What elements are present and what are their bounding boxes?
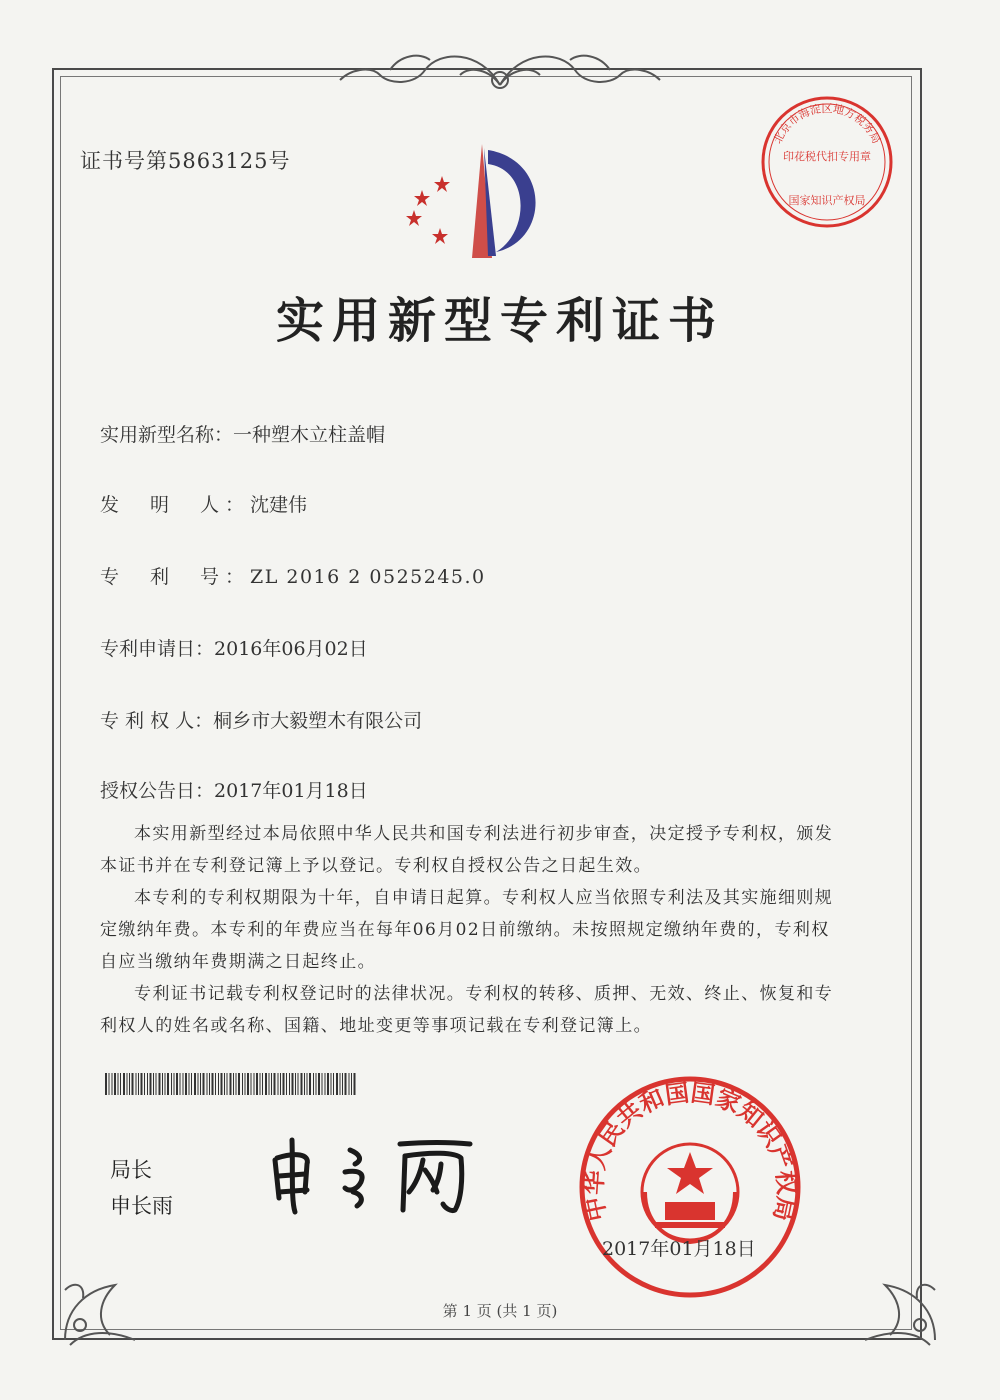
barcode-bar <box>265 1073 267 1095</box>
barcode-bar <box>342 1073 343 1095</box>
page-number: 第 1 页 (共 1 页) <box>442 1302 558 1320</box>
barcode-bar <box>313 1073 314 1095</box>
barcode-bar <box>127 1073 128 1095</box>
barcode-bar <box>114 1073 116 1095</box>
director-name: 申长雨 <box>110 1194 173 1218</box>
barcode-bar <box>269 1073 270 1095</box>
barcode-bar <box>221 1073 223 1095</box>
field-label: 专 利 权 人： <box>100 710 214 732</box>
barcode-bar <box>159 1073 161 1095</box>
barcode-bar <box>212 1073 214 1095</box>
barcode-bar <box>138 1073 139 1095</box>
barcode-bar <box>156 1073 157 1095</box>
barcode-bar <box>247 1073 249 1095</box>
barcode-bar <box>242 1073 243 1095</box>
barcode-bar <box>120 1073 121 1095</box>
barcode-bar <box>198 1073 199 1095</box>
barcode-bar <box>322 1073 323 1095</box>
barcode-bar <box>327 1073 329 1095</box>
barcode-bar <box>180 1073 181 1095</box>
barcode-bar <box>318 1073 320 1095</box>
barcode-bar <box>278 1073 279 1095</box>
barcode-bar <box>129 1073 130 1095</box>
director-block <box>110 1152 173 1224</box>
barcode-bar <box>325 1073 326 1095</box>
barcode-bar <box>183 1073 184 1095</box>
barcode-bar <box>304 1073 305 1095</box>
barcode-bar <box>336 1073 338 1095</box>
seal-text: 中华人民共和国国家知识产权局 <box>579 1078 801 1224</box>
barcode-bar <box>150 1073 152 1095</box>
body-paragraph: 专利证书记载专利权登记时的法律状况。专利权的转移、质押、无效、终止、恢复和专利权人的姓名或名称、国籍、地址变更等事项记载在专利登记簿上。 <box>100 984 834 1036</box>
barcode-bar <box>256 1073 258 1095</box>
barcode-bar <box>307 1073 308 1095</box>
barcode-bar <box>271 1073 272 1095</box>
barcode-bar <box>191 1073 192 1095</box>
barcode-bar <box>349 1073 350 1095</box>
field-value: 2017年01月18日 <box>214 780 368 802</box>
barcode-bar <box>215 1073 216 1095</box>
body-paragraph: 本实用新型经过本局依照中华人民共和国专利法进行初步审查，决定授予专利权，颁发本证书并在专利登记簿上予以登记。专利权自授权公告之日起生效。 <box>100 824 834 876</box>
barcode-bar <box>316 1073 317 1095</box>
barcode-bar <box>227 1073 228 1095</box>
barcode-bar <box>283 1073 285 1095</box>
barcode-bar <box>171 1073 172 1095</box>
field-patent-number <box>100 562 486 589</box>
barcode-bar <box>141 1073 143 1095</box>
body-paragraph: 本专利的专利权期限为十年，自申请日起算。专利权人应当依照专利法及其实施细则规定缴纳年费。本专利的年费应当在每年06月02日前缴纳。未按照规定缴纳年费的，专利权自应当缴纳年费期满之日起终止。 <box>100 888 834 972</box>
barcode-bar <box>109 1073 110 1095</box>
barcode-bar <box>280 1073 281 1095</box>
barcode-bar <box>123 1073 125 1095</box>
barcode-bar <box>230 1073 232 1095</box>
field-value: 一种塑木立柱盖帽 <box>233 424 386 446</box>
barcode-bar <box>260 1073 261 1095</box>
certificate-title: 实用新型专利证书 <box>275 293 724 349</box>
barcode-bar <box>245 1073 246 1095</box>
barcode-bar <box>236 1073 237 1095</box>
barcode-bar <box>112 1073 113 1095</box>
barcode-bar <box>286 1073 287 1095</box>
field-label: 发 明 人： <box>100 494 251 516</box>
barcode-bar <box>254 1073 255 1095</box>
barcode-bar <box>162 1073 163 1095</box>
field-value: 桐乡市大毅塑木有限公司 <box>213 710 423 732</box>
field-label: 专 利 号： <box>100 566 251 588</box>
barcode-bar <box>118 1073 119 1095</box>
tax-seal-ring-text: 北京市海淀区地方税务局 <box>770 102 884 146</box>
barcode-bar <box>218 1073 219 1095</box>
director-title: 局长 <box>110 1158 152 1182</box>
svg-text:中华人民共和国国家知识产权局 <box>579 1079 800 1224</box>
barcode-bar <box>200 1073 201 1095</box>
barcode-bar <box>340 1073 341 1095</box>
barcode-bar <box>209 1073 210 1095</box>
barcode <box>105 1073 360 1095</box>
top-ornament <box>330 40 670 100</box>
barcode-bar <box>203 1073 205 1095</box>
field-label: 实用新型名称： <box>100 424 234 446</box>
svg-text:北京市海淀区地方税务局 <box>771 101 883 145</box>
national-emblem-icon <box>642 1144 738 1242</box>
field-label: 专利申请日： <box>100 638 215 660</box>
field-value: ZL 2016 2 0525245.0 <box>250 566 486 588</box>
barcode-bar <box>189 1073 190 1095</box>
barcode-bar <box>345 1073 347 1095</box>
barcode-bar <box>301 1073 303 1095</box>
barcode-bar <box>147 1073 148 1095</box>
barcode-bar <box>165 1073 166 1095</box>
director-signature <box>265 1130 480 1215</box>
barcode-bar <box>251 1073 252 1095</box>
barcode-bar <box>333 1073 334 1095</box>
barcode-bar <box>153 1073 154 1095</box>
barcode-bar <box>309 1073 311 1095</box>
sipo-logo-icon <box>400 140 560 260</box>
barcode-bar <box>224 1073 225 1095</box>
barcode-bar <box>289 1073 290 1095</box>
barcode-bar <box>354 1073 356 1095</box>
barcode-bar <box>185 1073 187 1095</box>
barcode-bar <box>105 1073 107 1095</box>
bottom-right-ornament <box>855 1240 945 1350</box>
field-value: 2016年06月02日 <box>214 638 368 660</box>
barcode-bar <box>194 1073 196 1095</box>
barcode-bar <box>233 1073 234 1095</box>
certificate-body <box>100 818 845 1042</box>
barcode-bar <box>262 1073 263 1095</box>
barcode-bar <box>176 1073 178 1095</box>
barcode-bar <box>292 1073 294 1095</box>
barcode-bar <box>207 1073 208 1095</box>
barcode-bar <box>238 1073 240 1095</box>
tax-seal-center-text: 印花税代扣专用章 <box>783 150 871 163</box>
issue-date: 2017年01月18日 <box>602 1238 756 1260</box>
field-utility-model-name <box>100 420 385 447</box>
field-announcement-date <box>100 776 368 803</box>
barcode-bar <box>132 1073 134 1095</box>
field-patentee <box>100 706 422 733</box>
official-seal-stamp <box>575 1072 805 1302</box>
barcode-bar <box>351 1073 352 1095</box>
tax-seal-stamp <box>757 92 897 232</box>
barcode-bar <box>274 1073 276 1095</box>
field-label: 授权公告日： <box>100 780 215 802</box>
barcode-bar <box>295 1073 296 1095</box>
barcode-bar <box>144 1073 145 1095</box>
barcode-bar <box>331 1073 332 1095</box>
tax-seal-bottom-text: 国家知识产权局 <box>788 194 866 207</box>
field-value: 沈建伟 <box>250 494 308 516</box>
certificate-number: 证书号第5863125号 <box>80 149 291 173</box>
field-application-date <box>100 634 368 661</box>
barcode-bar <box>136 1073 137 1095</box>
barcode-bar <box>167 1073 169 1095</box>
field-inventor <box>100 490 307 517</box>
barcode-bar <box>298 1073 299 1095</box>
barcode-bar <box>174 1073 175 1095</box>
